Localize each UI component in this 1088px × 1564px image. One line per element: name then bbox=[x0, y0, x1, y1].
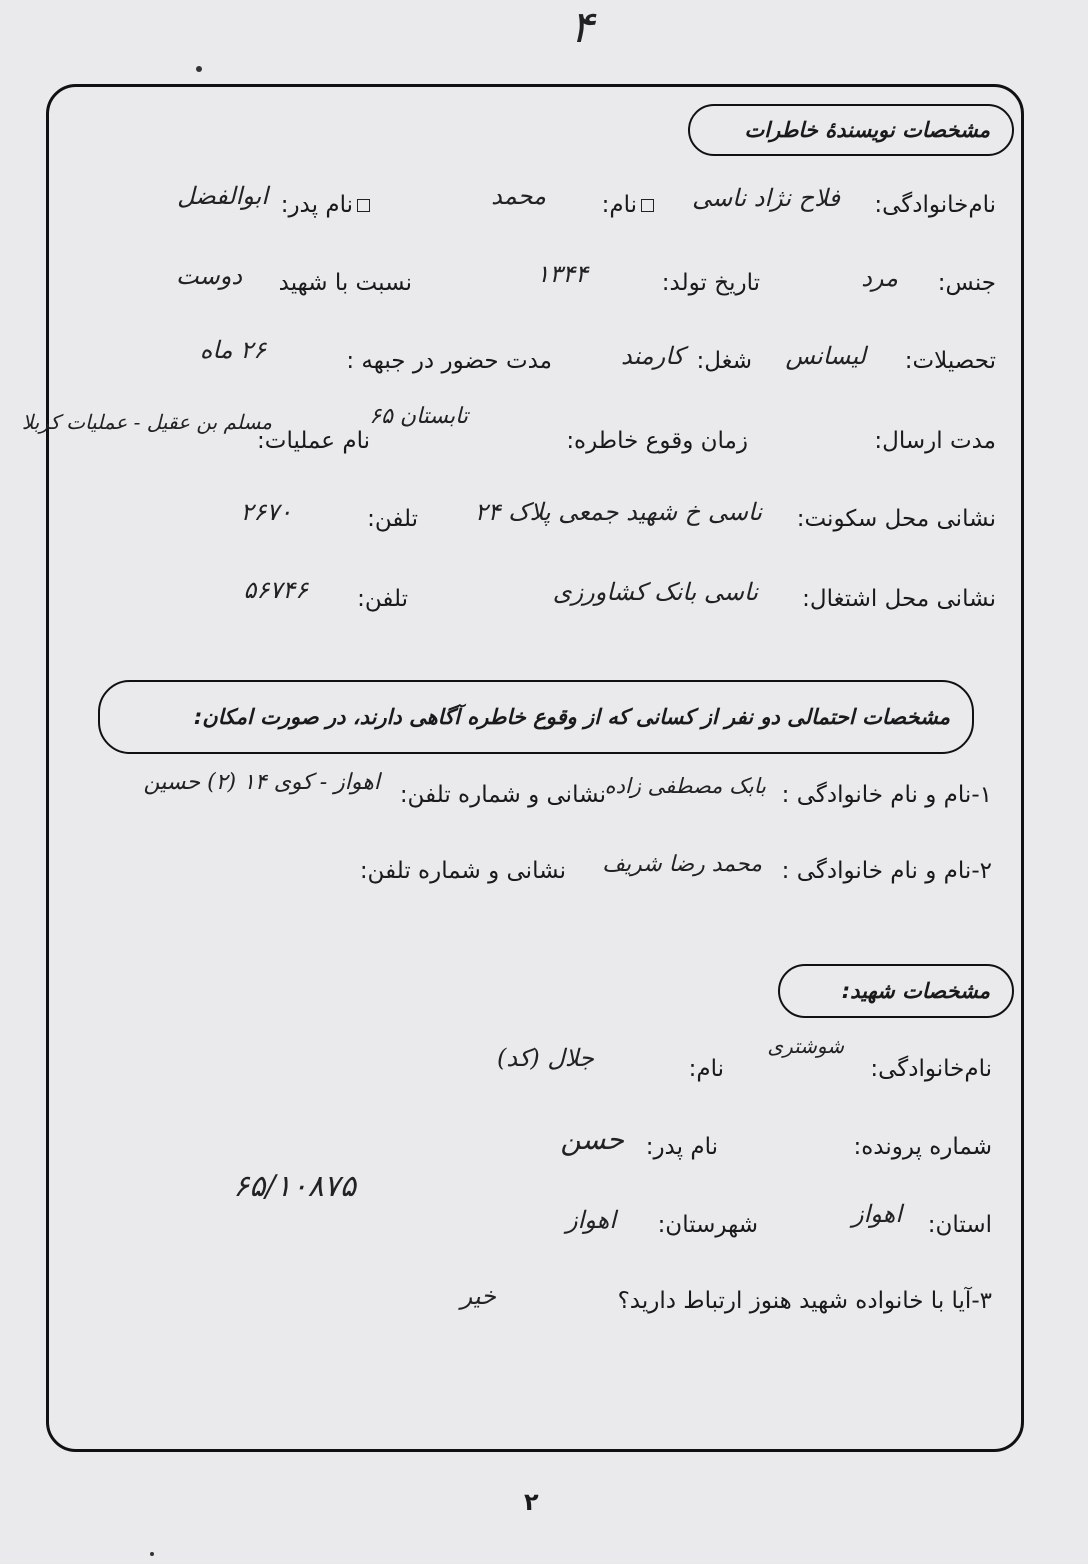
writer-first-name-label: نام: bbox=[602, 194, 654, 217]
writer-work-address-value: ناسی بانک کشاورزی bbox=[552, 578, 758, 606]
writer-home-phone-value: ۲۶۷۰ bbox=[240, 498, 292, 526]
writer-education-label: تحصیلات: bbox=[904, 348, 996, 374]
martyr-last-name-value: شوشتری bbox=[767, 1034, 844, 1058]
martyr-last-name-label: نام‌خانوادگی: bbox=[870, 1056, 992, 1082]
writer-job-label: شغل: bbox=[696, 348, 752, 374]
martyr-file-number-label: شماره پرونده: bbox=[853, 1134, 992, 1160]
martyr-contact-question: ۳-آیا با خانواده شهید هنوز ارتباط دارید؟ bbox=[617, 1288, 992, 1314]
writer-gender-label: جنس: bbox=[937, 270, 996, 296]
writer-event-time-value: تابستان ۶۵ bbox=[369, 404, 468, 429]
martyr-father-name-value: حسن bbox=[560, 1123, 624, 1156]
top-handwritten-mark: ۴ bbox=[570, 2, 594, 53]
writer-relation-label: نسبت با شهید bbox=[278, 270, 412, 296]
writer-operation-name-label: نام عملیات: bbox=[257, 428, 370, 454]
stray-dot bbox=[196, 66, 202, 72]
writer-birth-date-value: ۱۳۴۴ bbox=[536, 260, 588, 288]
checkbox-icon bbox=[641, 199, 654, 212]
writer-work-phone-label: تلفن: bbox=[357, 586, 408, 612]
witness-1-address-label: نشانی و شماره تلفن: bbox=[399, 782, 606, 808]
writer-section-title bbox=[688, 104, 1014, 156]
witnesses-section-title-text: مشخصات احتمالی دو نفر از کسانی که از وقوع خاطره آگاهی دارند، در صورت امکان: bbox=[193, 705, 950, 729]
martyr-province-value: اهواز bbox=[852, 1200, 902, 1228]
writer-work-phone-value: ۵۶۷۴۶ bbox=[243, 576, 308, 604]
writer-section-title-text: مشخصات نویسندهٔ خاطرات bbox=[744, 118, 990, 142]
writer-front-duration-value: ۲۶ ماه bbox=[199, 336, 266, 364]
writer-send-duration-label: مدت ارسال: bbox=[874, 428, 996, 454]
martyr-province-label: استان: bbox=[927, 1212, 992, 1238]
witnesses-section-title bbox=[98, 680, 974, 754]
writer-event-time-label: زمان وقوع خاطره: bbox=[566, 428, 748, 454]
writer-birth-date-label: تاریخ تولد: bbox=[661, 270, 760, 296]
martyr-section-title-text: مشخصات شهید: bbox=[841, 979, 990, 1003]
writer-first-name-value: محمد bbox=[491, 182, 546, 210]
witness-2-name: محمد رضا شریف bbox=[602, 852, 762, 877]
writer-last-name-label: نام‌خانوادگی: bbox=[874, 192, 996, 218]
writer-front-duration-label: مدت حضور در جبهه : bbox=[346, 348, 552, 374]
stray-dot-bottom bbox=[150, 1552, 154, 1556]
witness-1-label: ۱-نام و نام خانوادگی : bbox=[781, 782, 992, 808]
writer-job-value: کارمند bbox=[620, 342, 684, 370]
witness-1-address-value: اهواز - کوی ۱۴ (۲) حسین bbox=[143, 770, 380, 795]
writer-operation-name-value: مسلم بن عقیل - عملیات کربلا bbox=[21, 410, 272, 434]
checkbox-icon bbox=[357, 199, 370, 212]
martyr-first-name-label: نام: bbox=[688, 1056, 724, 1082]
martyr-contact-answer: خیر bbox=[460, 1282, 496, 1310]
witness-2-address-label: نشانی و شماره تلفن: bbox=[359, 858, 566, 884]
writer-father-name-value: ابوالفضل bbox=[177, 182, 268, 210]
witness-1-name: بابک مصطفی زاده bbox=[604, 774, 766, 798]
martyr-first-name-value: جلال (کد) bbox=[497, 1044, 594, 1072]
martyr-city-value: اهواز bbox=[566, 1206, 616, 1234]
martyr-section-title bbox=[778, 964, 1014, 1018]
writer-education-value: لیسانس bbox=[785, 342, 866, 370]
writer-last-name-value: فلاح نژاد ناسی bbox=[692, 184, 840, 212]
writer-work-address-label: نشانی محل اشتغال: bbox=[802, 586, 996, 612]
writer-father-name-label: نام پدر: bbox=[281, 194, 370, 217]
martyr-file-number-value: ۶۵/۱۰۸۷۵ bbox=[233, 1169, 356, 1204]
witness-2-label: ۲-نام و نام خانوادگی : bbox=[781, 858, 992, 884]
writer-gender-value: مرد bbox=[861, 264, 898, 292]
page-number: ۲ bbox=[524, 1488, 539, 1516]
writer-home-address-value: ناسی خ شهید جمعی پلاک ۲۴ bbox=[474, 498, 762, 526]
writer-relation-value: دوست bbox=[176, 262, 242, 290]
writer-home-phone-label: تلفن: bbox=[367, 506, 418, 532]
writer-home-address-label: نشانی محل سکونت: bbox=[796, 506, 996, 532]
martyr-city-label: شهرستان: bbox=[657, 1212, 758, 1238]
martyr-father-name-label: نام پدر: bbox=[645, 1134, 718, 1160]
